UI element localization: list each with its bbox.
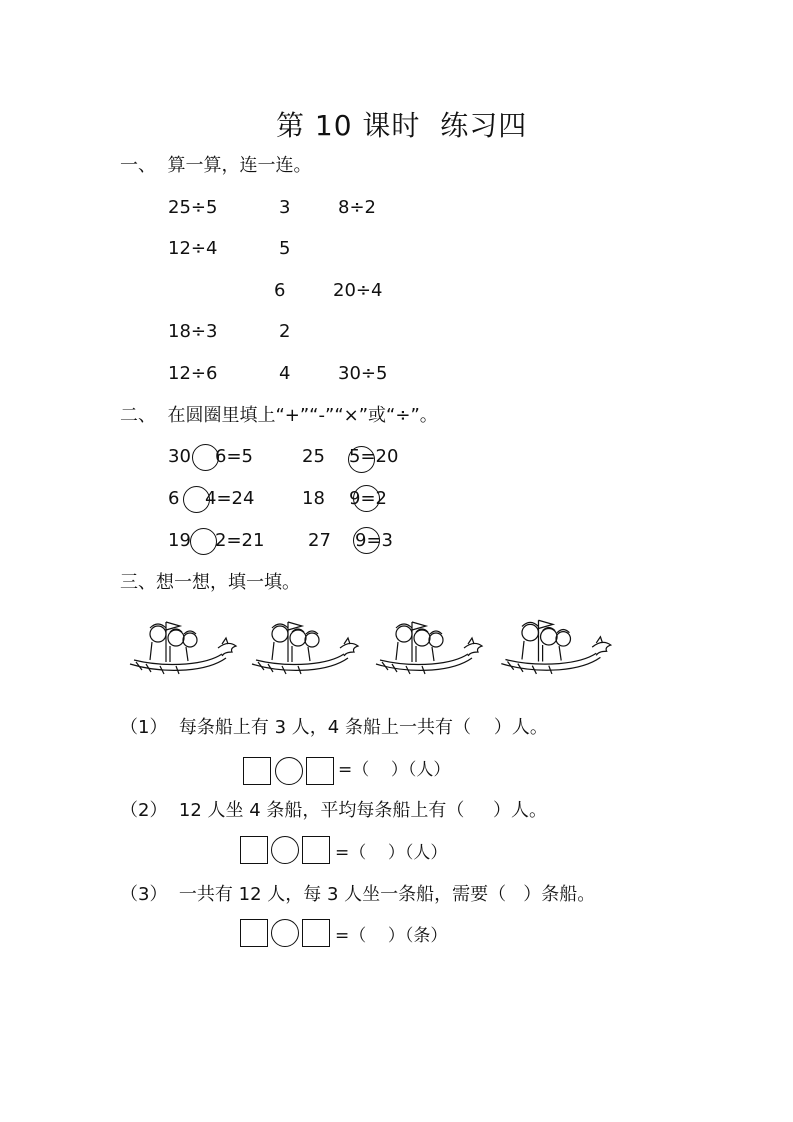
expression-right: 30÷5	[338, 363, 388, 384]
equation-operand: 19	[168, 530, 191, 551]
expression-right: 8÷2	[338, 197, 376, 218]
expression-left: 12÷6	[168, 363, 218, 384]
result-number: 5	[279, 238, 291, 259]
answer-box[interactable]	[302, 919, 330, 947]
page-title: 第 10 课时 练习四	[276, 109, 528, 142]
result-number: 6	[274, 280, 286, 301]
answer-box[interactable]	[240, 919, 268, 947]
equation-rest: 4=24	[205, 488, 255, 509]
expression-right: 20÷4	[333, 280, 383, 301]
equation-operand: 25	[302, 446, 325, 467]
equation-rest: 9=2	[349, 488, 387, 509]
answer-box[interactable]	[302, 836, 330, 864]
answer-box[interactable]	[240, 836, 268, 864]
result-number: 2	[279, 321, 291, 342]
operator-circle[interactable]	[271, 919, 299, 947]
dragon-boat-icon	[248, 614, 360, 676]
operator-circle[interactable]	[271, 836, 299, 864]
equation-rest: 9=3	[355, 530, 393, 551]
dragon-boat-icon	[126, 614, 238, 676]
section-1-heading: 一、 算一算，连一连。	[120, 155, 312, 176]
operator-circle[interactable]	[190, 528, 217, 555]
section-2-heading: 二、 在圆圈里填上“+”“-”“×”或“÷”。	[120, 405, 438, 426]
equation-rest: 6=5	[215, 446, 253, 467]
answer-blank: =（ ）（人）	[338, 760, 451, 780]
question-3: （3） 一共有 12 人，每 3 人坐一条船，需要（ ）条船。	[120, 884, 596, 905]
equation-operand: 18	[302, 488, 325, 509]
result-number: 3	[279, 197, 291, 218]
expression-left: 18÷3	[168, 321, 218, 342]
dragon-boat-icon	[497, 612, 613, 676]
answer-box[interactable]	[306, 757, 334, 785]
equation-rest: 2=21	[215, 530, 265, 551]
equation-operand: 27	[308, 530, 331, 551]
operator-circle[interactable]	[275, 757, 303, 785]
question-2: （2） 12 人坐 4 条船，平均每条船上有（ ）人。	[120, 800, 548, 821]
dragon-boat-icon	[372, 614, 484, 676]
equation-operand: 30	[168, 446, 191, 467]
question-1: （1） 每条船上有 3 人，4 条船上一共有（ ）人。	[120, 717, 548, 738]
answer-box[interactable]	[243, 757, 271, 785]
equation-operand: 6	[168, 488, 180, 509]
answer-blank: =（ ）（条）	[335, 926, 448, 946]
result-number: 4	[279, 363, 291, 384]
section-3-heading: 三、想一想，填一填。	[120, 572, 300, 593]
equation-rest: 5=20	[349, 446, 399, 467]
answer-blank: =（ ）（人）	[335, 843, 448, 863]
expression-left: 12÷4	[168, 238, 218, 259]
expression-left: 25÷5	[168, 197, 218, 218]
